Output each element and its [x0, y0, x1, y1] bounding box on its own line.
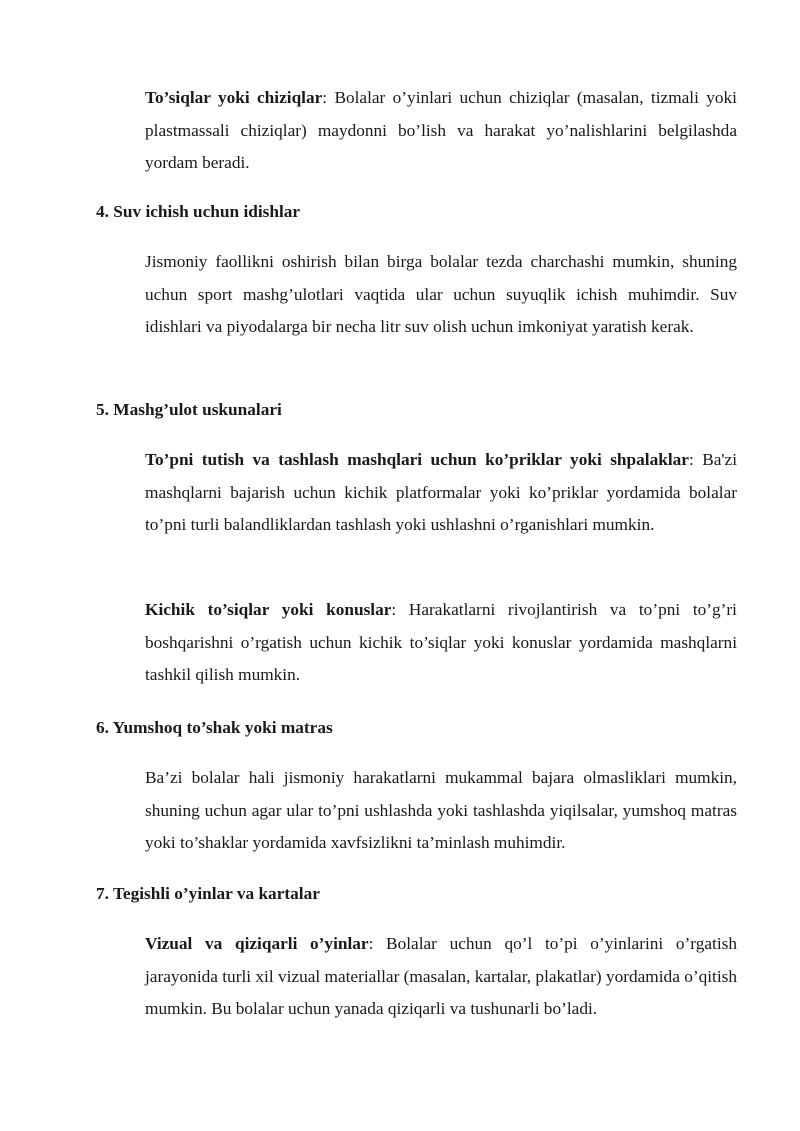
heading-games-cards: 7. Tegishli o’yinlar va kartalar [96, 884, 320, 903]
heading-soft-mattress: 6. Yumshoq to’shak yoki matras [96, 718, 333, 737]
paragraph-water-text: Jismoniy faollikni oshirish bilan birga bolalar tezda charchashi mumkin, shuning uchun sport mashg’ulotlari vaqtida ular uchun suyuqlik ichish muhimdir. Suv idishlari va piyodalarga bir necha litr suv olish uchun imkoniyat yaratish kerak. [145, 252, 737, 336]
paragraph-mattress [145, 762, 737, 860]
term-bridges: To’pni tutish va tashlash mashqlari uchun ko’priklar yoki shpalaklar [145, 450, 689, 469]
paragraph-barriers [145, 82, 737, 180]
paragraph-mattress-text: Ba’zi bolalar hali jismoniy harakatlarni mukammal bajara olmasliklari mumkin, shuning uchun agar ular to’pni ushlashda yoki tashlashda yiqilsalar, yumshoq matras yoki to’shaklar yordamida xavfsizlikni ta’minlash muhimdir. [145, 768, 737, 852]
paragraph-bridges-text: : Ba'zi mashqlarni bajarish uchun kichik platformalar yoki ko’priklar yordamida bolalar to’pni turli balandliklardan tashlash yoki ushlashni o’rganishlari mumkin. [145, 450, 738, 534]
term-visual-games: Vizual va qiziqarli o’yinlar [145, 934, 369, 953]
paragraph-visual-games-text: : Bolalar uchun qo’l to’pi o’yinlarini o’rgatish jarayonida turli xil vizual materiallar (masalan, kartalar, plakatlar) yordamida o’qitish mumkin. Bu bolalar uchun yanada qiziqarli va tushunarli bo’ladi. [145, 934, 737, 1018]
paragraph-bridges [145, 444, 737, 542]
paragraph-cones [145, 594, 737, 692]
paragraph-barriers-text: : Bolalar o’yinlari uchun chiziqlar (masalan, tizmali yoki plastmassali chiziqlar) maydonni bo’lish va harakat yo’nalishlarini belgilashda yordam beradi. [145, 88, 737, 172]
term-barriers: To’siqlar yoki chiziqlar [145, 88, 323, 107]
paragraph-cones-text: : Harakatlarni rivojlantirish va to’pni to’g’ri boshqarishni o’rgatish uchun kichik to’siqlar yoki konuslar yordamida mashqlarni tashkil qilish mumkin. [145, 600, 737, 684]
heading-water-containers: 4. Suv ichish uchun idishlar [96, 202, 301, 221]
paragraph-water [145, 246, 737, 344]
paragraph-visual-games [145, 928, 737, 1026]
heading-training-equipment: 5. Mashg’ulot uskunalari [96, 400, 282, 419]
term-cones: Kichik to’siqlar yoki konuslar [145, 600, 392, 619]
